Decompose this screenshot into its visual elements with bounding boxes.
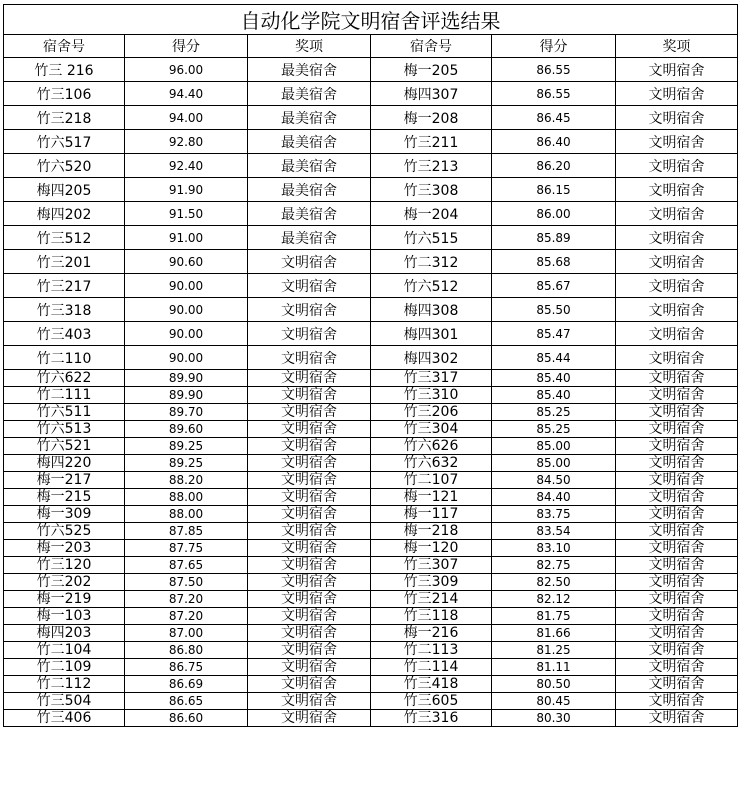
award-cell: 文明宿舍 <box>248 710 371 727</box>
dorm-number-cell: 竹三218 <box>4 106 125 130</box>
dorm-number-cell: 竹六622 <box>4 370 125 387</box>
dorm-number-cell: 竹三201 <box>4 250 125 274</box>
dorm-number-cell: 竹二312 <box>371 250 492 274</box>
award-cell: 文明宿舍 <box>616 154 738 178</box>
dorm-number-cell: 梅一103 <box>4 608 125 625</box>
award-cell: 最美宿舍 <box>248 202 371 226</box>
score-cell: 89.25 <box>125 438 248 455</box>
score-cell: 90.00 <box>125 298 248 322</box>
score-cell: 86.00 <box>492 202 616 226</box>
score-cell: 88.20 <box>125 472 248 489</box>
table-row <box>4 557 738 574</box>
dorm-number-cell: 梅一205 <box>371 58 492 82</box>
score-cell: 96.00 <box>125 58 248 82</box>
header-dorm-number: 宿舍号 <box>4 35 125 58</box>
award-cell: 文明宿舍 <box>616 591 738 608</box>
award-cell: 文明宿舍 <box>248 693 371 710</box>
dorm-number-cell: 梅一117 <box>371 506 492 523</box>
award-cell: 文明宿舍 <box>616 625 738 642</box>
dorm-number-cell: 竹三309 <box>371 574 492 591</box>
score-cell: 91.50 <box>125 202 248 226</box>
award-cell: 文明宿舍 <box>616 58 738 82</box>
award-cell: 文明宿舍 <box>616 557 738 574</box>
dorm-number-cell: 竹三213 <box>371 154 492 178</box>
award-cell: 文明宿舍 <box>616 298 738 322</box>
table-row <box>4 370 738 387</box>
score-cell: 94.00 <box>125 106 248 130</box>
dorm-number-cell: 竹三418 <box>371 676 492 693</box>
score-cell: 85.00 <box>492 438 616 455</box>
score-cell: 85.40 <box>492 370 616 387</box>
score-cell: 85.68 <box>492 250 616 274</box>
dorm-number-cell: 竹六515 <box>371 226 492 250</box>
dorm-number-cell: 竹二111 <box>4 387 125 404</box>
table-row <box>4 178 738 202</box>
award-cell: 文明宿舍 <box>248 404 371 421</box>
award-cell: 文明宿舍 <box>616 608 738 625</box>
dorm-number-cell: 梅四220 <box>4 455 125 472</box>
table-row <box>4 58 738 82</box>
award-cell: 文明宿舍 <box>248 322 371 346</box>
score-cell: 87.20 <box>125 608 248 625</box>
award-cell: 文明宿舍 <box>616 710 738 727</box>
dorm-number-cell: 梅四307 <box>371 82 492 106</box>
score-cell: 86.80 <box>125 642 248 659</box>
score-cell: 81.66 <box>492 625 616 642</box>
table-row <box>4 202 738 226</box>
dorm-number-cell: 梅一121 <box>371 489 492 506</box>
dorm-number-cell: 竹三316 <box>371 710 492 727</box>
score-cell: 82.12 <box>492 591 616 608</box>
score-cell: 90.00 <box>125 274 248 298</box>
dorm-number-cell: 竹六520 <box>4 154 125 178</box>
header-score: 得分 <box>492 35 616 58</box>
header-award: 奖项 <box>616 35 738 58</box>
score-cell: 86.40 <box>492 130 616 154</box>
award-cell: 文明宿舍 <box>248 346 371 370</box>
award-cell: 文明宿舍 <box>616 250 738 274</box>
score-cell: 85.47 <box>492 322 616 346</box>
table-row <box>4 659 738 676</box>
table-row <box>4 298 738 322</box>
table-row <box>4 608 738 625</box>
award-cell: 文明宿舍 <box>616 659 738 676</box>
dorm-number-cell: 竹三214 <box>371 591 492 608</box>
dorm-number-cell: 梅一219 <box>4 591 125 608</box>
award-cell: 文明宿舍 <box>616 676 738 693</box>
award-cell: 最美宿舍 <box>248 154 371 178</box>
award-cell: 文明宿舍 <box>616 202 738 226</box>
score-cell: 86.55 <box>492 82 616 106</box>
score-cell: 90.00 <box>125 346 248 370</box>
award-cell: 文明宿舍 <box>248 659 371 676</box>
award-cell: 文明宿舍 <box>616 455 738 472</box>
score-cell: 87.75 <box>125 540 248 557</box>
award-cell: 文明宿舍 <box>248 421 371 438</box>
table-row <box>4 130 738 154</box>
score-cell: 85.44 <box>492 346 616 370</box>
award-cell: 文明宿舍 <box>248 506 371 523</box>
score-cell: 80.50 <box>492 676 616 693</box>
table-row <box>4 574 738 591</box>
dorm-number-cell: 竹三120 <box>4 557 125 574</box>
score-cell: 83.54 <box>492 523 616 540</box>
dorm-number-cell: 竹三512 <box>4 226 125 250</box>
dorm-number-cell: 竹二109 <box>4 659 125 676</box>
award-cell: 文明宿舍 <box>616 226 738 250</box>
award-cell: 文明宿舍 <box>248 676 371 693</box>
table-row <box>4 455 738 472</box>
award-cell: 文明宿舍 <box>248 250 371 274</box>
dorm-number-cell: 梅一203 <box>4 540 125 557</box>
score-cell: 81.25 <box>492 642 616 659</box>
dorm-number-cell: 竹六632 <box>371 455 492 472</box>
table-row <box>4 250 738 274</box>
header-row <box>4 35 738 58</box>
award-cell: 文明宿舍 <box>616 642 738 659</box>
award-cell: 文明宿舍 <box>248 642 371 659</box>
score-cell: 88.00 <box>125 489 248 506</box>
score-cell: 87.50 <box>125 574 248 591</box>
award-cell: 文明宿舍 <box>616 346 738 370</box>
award-cell: 最美宿舍 <box>248 130 371 154</box>
table-row <box>4 226 738 250</box>
dorm-number-cell: 梅一120 <box>371 540 492 557</box>
table-row <box>4 274 738 298</box>
dorm-number-cell: 梅四203 <box>4 625 125 642</box>
score-cell: 83.10 <box>492 540 616 557</box>
score-cell: 85.50 <box>492 298 616 322</box>
table-row <box>4 322 738 346</box>
table-row <box>4 404 738 421</box>
score-cell: 86.65 <box>125 693 248 710</box>
award-cell: 文明宿舍 <box>248 472 371 489</box>
award-cell: 最美宿舍 <box>248 82 371 106</box>
score-cell: 82.75 <box>492 557 616 574</box>
table-row <box>4 489 738 506</box>
dorm-number-cell: 竹六517 <box>4 130 125 154</box>
score-cell: 84.50 <box>492 472 616 489</box>
table-row <box>4 472 738 489</box>
dorm-number-cell: 竹三304 <box>371 421 492 438</box>
award-cell: 文明宿舍 <box>616 370 738 387</box>
dorm-number-cell: 竹三206 <box>371 404 492 421</box>
dorm-number-cell: 竹二112 <box>4 676 125 693</box>
score-cell: 86.60 <box>125 710 248 727</box>
table-row <box>4 676 738 693</box>
dorm-number-cell: 竹三310 <box>371 387 492 404</box>
award-cell: 文明宿舍 <box>616 506 738 523</box>
table-row <box>4 642 738 659</box>
award-cell: 文明宿舍 <box>616 274 738 298</box>
dorm-number-cell: 竹三211 <box>371 130 492 154</box>
award-cell: 文明宿舍 <box>616 387 738 404</box>
score-cell: 91.00 <box>125 226 248 250</box>
score-cell: 85.25 <box>492 404 616 421</box>
award-cell: 文明宿舍 <box>616 574 738 591</box>
award-cell: 文明宿舍 <box>616 82 738 106</box>
score-cell: 88.00 <box>125 506 248 523</box>
dorm-number-cell: 梅四308 <box>371 298 492 322</box>
score-cell: 85.40 <box>492 387 616 404</box>
award-cell: 最美宿舍 <box>248 58 371 82</box>
score-cell: 87.00 <box>125 625 248 642</box>
award-cell: 文明宿舍 <box>248 523 371 540</box>
score-cell: 85.67 <box>492 274 616 298</box>
score-cell: 90.00 <box>125 322 248 346</box>
score-cell: 84.40 <box>492 489 616 506</box>
score-cell: 87.20 <box>125 591 248 608</box>
score-cell: 89.90 <box>125 370 248 387</box>
award-cell: 文明宿舍 <box>616 472 738 489</box>
dorm-number-cell: 梅一215 <box>4 489 125 506</box>
award-cell: 文明宿舍 <box>248 274 371 298</box>
award-cell: 文明宿舍 <box>616 523 738 540</box>
dorm-number-cell: 梅一208 <box>371 106 492 130</box>
award-cell: 文明宿舍 <box>248 540 371 557</box>
table-row <box>4 693 738 710</box>
award-cell: 文明宿舍 <box>248 608 371 625</box>
dorm-number-cell: 竹三317 <box>371 370 492 387</box>
score-cell: 89.70 <box>125 404 248 421</box>
award-cell: 文明宿舍 <box>248 489 371 506</box>
score-cell: 89.60 <box>125 421 248 438</box>
dorm-number-cell: 竹三307 <box>371 557 492 574</box>
score-cell: 86.69 <box>125 676 248 693</box>
score-cell: 85.89 <box>492 226 616 250</box>
award-cell: 文明宿舍 <box>248 438 371 455</box>
dorm-number-cell: 竹六525 <box>4 523 125 540</box>
header-score: 得分 <box>125 35 248 58</box>
score-cell: 92.40 <box>125 154 248 178</box>
award-cell: 文明宿舍 <box>248 625 371 642</box>
dorm-number-cell: 竹三504 <box>4 693 125 710</box>
table-row <box>4 106 738 130</box>
score-cell: 92.80 <box>125 130 248 154</box>
score-cell: 90.60 <box>125 250 248 274</box>
dorm-number-cell: 竹六626 <box>371 438 492 455</box>
award-cell: 文明宿舍 <box>616 404 738 421</box>
dorm-number-cell: 竹六513 <box>4 421 125 438</box>
award-cell: 文明宿舍 <box>248 387 371 404</box>
award-cell: 文明宿舍 <box>616 322 738 346</box>
award-cell: 文明宿舍 <box>616 421 738 438</box>
page-title: 自动化学院文明宿舍评选结果 <box>4 5 738 35</box>
dorm-number-cell: 梅四202 <box>4 202 125 226</box>
score-cell: 80.30 <box>492 710 616 727</box>
score-cell: 89.90 <box>125 387 248 404</box>
dorm-number-cell: 竹三 216 <box>4 58 125 82</box>
table-row <box>4 154 738 178</box>
award-cell: 文明宿舍 <box>616 178 738 202</box>
score-cell: 86.15 <box>492 178 616 202</box>
award-cell: 文明宿舍 <box>616 540 738 557</box>
score-cell: 94.40 <box>125 82 248 106</box>
dorm-number-cell: 竹六512 <box>371 274 492 298</box>
award-cell: 文明宿舍 <box>248 298 371 322</box>
score-cell: 86.45 <box>492 106 616 130</box>
dorm-number-cell: 梅四302 <box>371 346 492 370</box>
dorm-number-cell: 竹三106 <box>4 82 125 106</box>
table-row <box>4 540 738 557</box>
award-cell: 文明宿舍 <box>248 557 371 574</box>
score-cell: 81.75 <box>492 608 616 625</box>
dorm-number-cell: 竹三406 <box>4 710 125 727</box>
score-cell: 81.11 <box>492 659 616 676</box>
results-table <box>3 4 738 727</box>
score-cell: 85.00 <box>492 455 616 472</box>
award-cell: 文明宿舍 <box>616 130 738 154</box>
dorm-number-cell: 梅一309 <box>4 506 125 523</box>
dorm-number-cell: 梅一217 <box>4 472 125 489</box>
dorm-number-cell: 竹二104 <box>4 642 125 659</box>
dorm-number-cell: 梅四205 <box>4 178 125 202</box>
dorm-number-cell: 梅一216 <box>371 625 492 642</box>
dorm-number-cell: 竹六521 <box>4 438 125 455</box>
award-cell: 文明宿舍 <box>248 591 371 608</box>
award-cell: 文明宿舍 <box>248 574 371 591</box>
award-cell: 文明宿舍 <box>616 489 738 506</box>
dorm-number-cell: 竹三217 <box>4 274 125 298</box>
dorm-number-cell: 梅四301 <box>371 322 492 346</box>
header-award: 奖项 <box>248 35 371 58</box>
score-cell: 89.25 <box>125 455 248 472</box>
dorm-number-cell: 竹三605 <box>371 693 492 710</box>
dorm-number-cell: 梅一204 <box>371 202 492 226</box>
table-row <box>4 591 738 608</box>
dorm-number-cell: 竹二114 <box>371 659 492 676</box>
table-row <box>4 710 738 727</box>
table-row <box>4 82 738 106</box>
award-cell: 文明宿舍 <box>616 438 738 455</box>
table-row <box>4 625 738 642</box>
dorm-number-cell: 竹六511 <box>4 404 125 421</box>
award-cell: 文明宿舍 <box>616 693 738 710</box>
dorm-number-cell: 竹三308 <box>371 178 492 202</box>
score-cell: 86.20 <box>492 154 616 178</box>
table-row <box>4 523 738 540</box>
table-row <box>4 506 738 523</box>
award-cell: 最美宿舍 <box>248 178 371 202</box>
dorm-number-cell: 竹三202 <box>4 574 125 591</box>
dorm-number-cell: 竹三118 <box>371 608 492 625</box>
dorm-number-cell: 竹三403 <box>4 322 125 346</box>
table-row <box>4 421 738 438</box>
score-cell: 87.85 <box>125 523 248 540</box>
score-cell: 86.75 <box>125 659 248 676</box>
dorm-number-cell: 竹二110 <box>4 346 125 370</box>
table-row <box>4 346 738 370</box>
dorm-number-cell: 梅一218 <box>371 523 492 540</box>
dorm-number-cell: 竹二113 <box>371 642 492 659</box>
award-cell: 文明宿舍 <box>248 455 371 472</box>
score-cell: 87.65 <box>125 557 248 574</box>
award-cell: 最美宿舍 <box>248 106 371 130</box>
award-cell: 最美宿舍 <box>248 226 371 250</box>
score-cell: 91.90 <box>125 178 248 202</box>
table-row <box>4 387 738 404</box>
score-cell: 85.25 <box>492 421 616 438</box>
score-cell: 82.50 <box>492 574 616 591</box>
header-dorm-number: 宿舍号 <box>371 35 492 58</box>
award-cell: 文明宿舍 <box>248 370 371 387</box>
score-cell: 80.45 <box>492 693 616 710</box>
award-cell: 文明宿舍 <box>616 106 738 130</box>
score-cell: 86.55 <box>492 58 616 82</box>
score-cell: 83.75 <box>492 506 616 523</box>
dorm-number-cell: 竹三318 <box>4 298 125 322</box>
dorm-number-cell: 竹二107 <box>371 472 492 489</box>
table-row <box>4 438 738 455</box>
